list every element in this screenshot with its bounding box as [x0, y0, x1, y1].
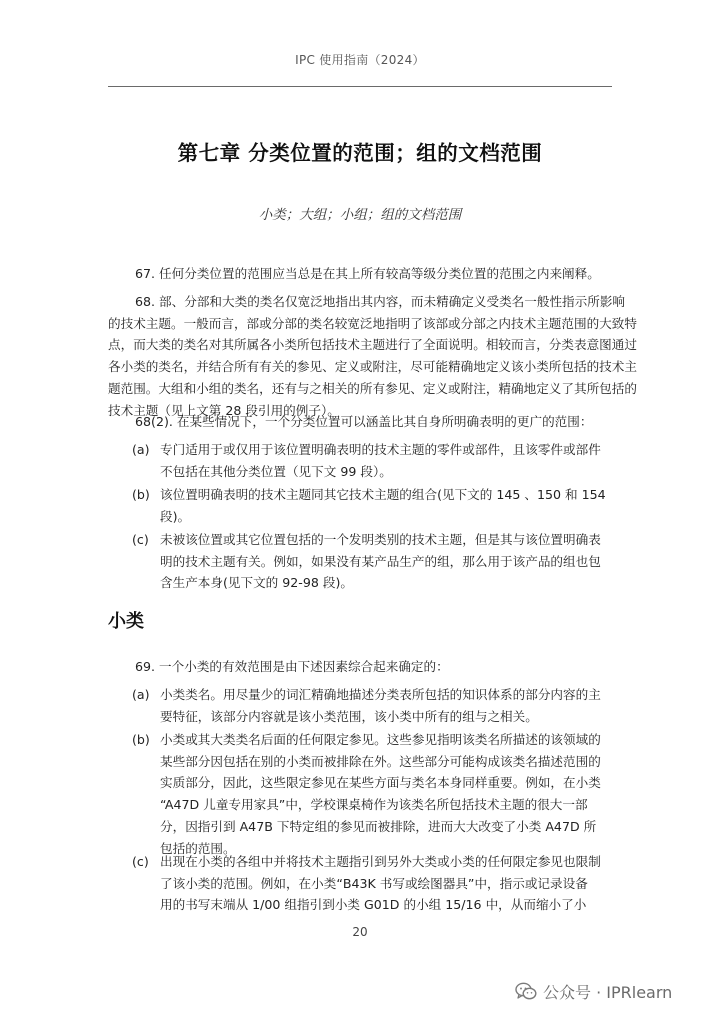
list-item-68-c — [132, 529, 613, 594]
list-item-line: 出现在小类的各组中并将技术主题指引到另外大类或小类的任何限定参见也限制 — [160, 854, 601, 869]
section-heading: 小类 — [108, 611, 144, 632]
list-item-line: 专门适用于或仅用于该位置明确表明的技术主题的零件或部件，且该零件或部件 — [160, 442, 601, 457]
list-marker: (c) — [132, 532, 149, 547]
paragraph-line: 技术主题（见上文第 28 段引用的例子）。 — [108, 402, 340, 418]
list-item-line: 该位置明确表明的技术主题同其它技术主题的组合(见下文的 145 、150 和 154 — [160, 487, 606, 502]
list-marker: (b) — [132, 732, 150, 747]
paragraph-line: 69. 一个小类的有效范围是由下述因素综合起来确定的： — [135, 659, 449, 674]
list-item-69-c — [132, 851, 613, 916]
list-item-69-b — [132, 729, 613, 859]
list-item-68-a — [132, 439, 613, 482]
paragraph-line: 的技术主题。一般而言，部或分部的类名较宽泛地指明了该部或分部之内技术主题范围的大致特 — [108, 315, 637, 331]
list-item-line: 未被该位置或其它位置包括的一个发明类别的技术主题，但是其与该位置明确表 — [160, 532, 601, 547]
paragraph-line: 68. 部、分部和大类的类名仅宽泛地指出其内容，而未精确定义受类名一般性指示所影响 — [135, 294, 626, 309]
list-item-line: 小类类名。用尽量少的词汇精确地描述分类表所包括的知识体系的部分内容的主 — [160, 687, 601, 702]
list-item-line: “A47D 儿童专用家具”中，学校课桌椅作为该类名所包括技术主题的很大一部 — [160, 797, 588, 813]
list-item-line: 了该小类的范围。例如，在小类“B43K 书写或绘图器具”中，指示或记录设备 — [160, 875, 588, 891]
paragraph-69 — [108, 656, 613, 678]
list-item-line: 小类或其大类类名后面的任何限定参见。这些参见指明该类名所描述的该领域的 — [160, 732, 601, 747]
list-item-line: 明的技术主题有关。例如，如果没有某产品生产的组，那么用于该产品的组也包 — [160, 553, 601, 569]
list-item-69-a — [132, 684, 613, 727]
chapter-title: 第七章 分类位置的范围；组的文档范围 — [177, 141, 543, 165]
paragraph-line: 67. 任何分类位置的范围应当总是在其上所有较高等级分类位置的范围之内来阐释。 — [135, 266, 600, 281]
paragraph-68-2 — [108, 411, 613, 433]
paragraph-line: 点，而大类的类名对其所属各小类所包括技术主题进行了全面说明。相较而言，分类表意图通过 — [108, 337, 637, 353]
paragraph-line: 各小类的类名，并结合所有有关的参见、定义或附注，尽可能精确地定义该小类所包括的技术主 — [108, 359, 637, 375]
watermark-text: 公众号 · IPRlearn — [543, 983, 673, 1002]
list-item-line: 含生产本身(见下文的 92-98 段)。 — [160, 575, 353, 591]
header-divider — [108, 86, 612, 87]
paragraph-line: 题范围。大组和小组的类名，还有与之相关的所有参见、定义或附注，精确地定义了其所包括的 — [108, 380, 637, 396]
list-item-line: 包括的范围。 — [160, 840, 236, 856]
paragraph-68 — [108, 291, 637, 421]
watermark — [515, 980, 672, 1003]
list-item-line: 用的书写末端从 1/00 组指引到小类 G01D 的小组 15/16 中，从而缩小了小 — [160, 897, 587, 913]
list-item-line: 段)。 — [160, 508, 191, 524]
list-item-line: 分，因指引到 A47B 下特定组的参见而被排除，进而大大改变了小类 A47D 所 — [160, 818, 597, 834]
list-item-line: 实质部分，因此，这些限定参见在某些方面与类名本身同样重要。例如，在小类 — [160, 775, 601, 791]
paragraph-line: 68(2). 在某些情况下，一个分类位置可以涵盖比其自身所明确表明的更广的范围： — [135, 414, 593, 429]
chapter-subtitle: 小类；大组；小组；组的文档范围 — [258, 207, 462, 223]
list-item-68-b — [132, 484, 613, 527]
paragraph-67 — [108, 263, 613, 285]
list-item-line: 不包括在其他分类位置（见下文 99 段）。 — [160, 463, 392, 479]
list-item-line: 某些部分因包括在别的小类而被排除在外。这些部分可能构成该类名描述范围的 — [160, 753, 601, 769]
wechat-icon — [515, 982, 537, 1001]
list-item-line: 要特征，该部分内容就是该小类范围，该小类中所有的组与之相关。 — [160, 708, 538, 724]
list-marker: (b) — [132, 487, 150, 502]
list-marker: (a) — [132, 687, 150, 702]
list-marker: (a) — [132, 442, 150, 457]
page-number: 20 — [352, 925, 368, 939]
running-header: IPC 使用指南（2024） — [295, 53, 425, 67]
list-marker: (c) — [132, 854, 149, 869]
